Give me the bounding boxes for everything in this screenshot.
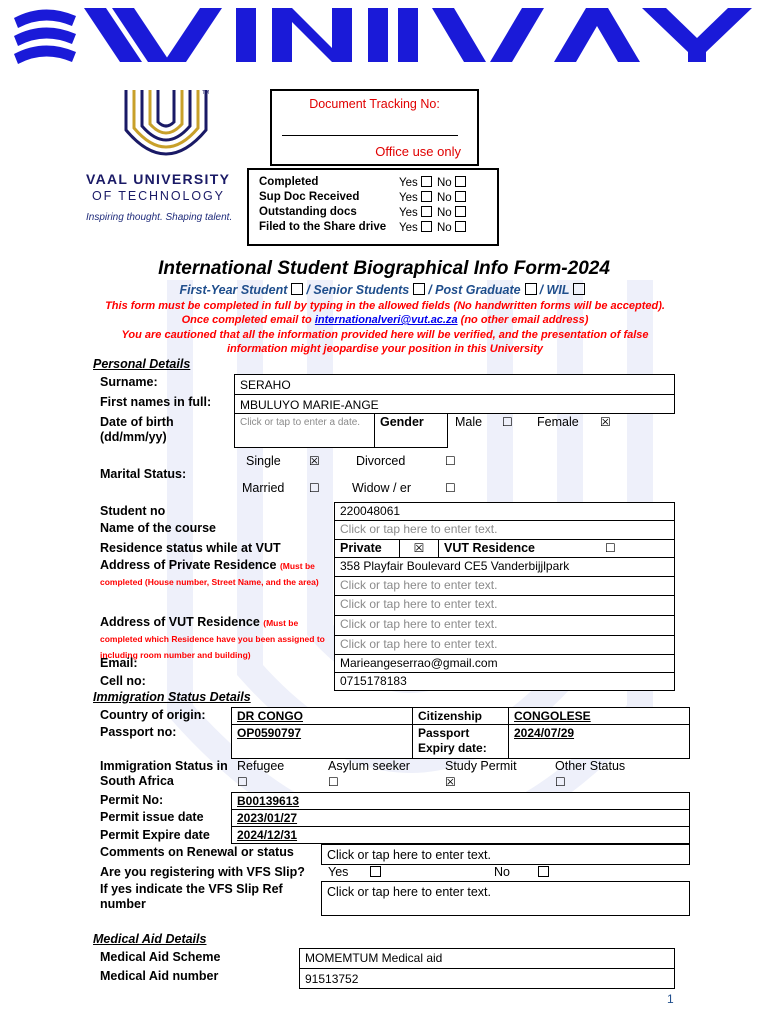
- category-senior: / Senior Students: [306, 283, 410, 297]
- gender-female-label: Female: [537, 415, 579, 429]
- vut-address-label: Address of VUT Residence (Must be completed which Residence have you been assigned to including room number and building): [100, 615, 325, 660]
- country-label: Country of origin:: [100, 708, 206, 722]
- vut-logo-icon: [118, 86, 214, 166]
- verification-email-link[interactable]: internationalveri@vut.ac.za: [314, 314, 458, 326]
- private-address-line1[interactable]: 358 Playfair Boulevard CE5 Vanderbijjlpark: [334, 557, 675, 577]
- category-postgrad: / Post Graduate: [428, 283, 521, 297]
- status-no-option[interactable]: No: [437, 206, 466, 219]
- university-name-line2: OF TECHNOLOGY: [92, 189, 225, 203]
- category-first-year: First-Year Student: [179, 283, 288, 297]
- surname-field[interactable]: SERAHO: [234, 374, 675, 395]
- permit-no-field[interactable]: B00139613: [231, 792, 690, 810]
- checkbox-icon[interactable]: [525, 283, 537, 295]
- passport-label: Passport no:: [100, 725, 177, 739]
- student-no-label: Student no: [100, 504, 166, 518]
- citizenship-field[interactable]: CONGOLESE: [508, 707, 690, 725]
- tracking-number-line[interactable]: [282, 135, 458, 136]
- first-names-label: First names in full:: [100, 395, 212, 409]
- course-label: Name of the course: [100, 521, 217, 535]
- passport-field[interactable]: OP0590797: [231, 724, 413, 759]
- comments-field[interactable]: Click or tap here to enter text.: [321, 844, 690, 865]
- vut-address-line1[interactable]: Click or tap here to enter text.: [334, 615, 675, 636]
- document-tracking-box: [270, 89, 479, 166]
- status-yes-option[interactable]: Yes: [399, 221, 432, 234]
- comments-label: Comments on Renewal or status: [100, 845, 294, 859]
- svg-text:TM: TM: [202, 90, 210, 96]
- student-category-row: [0, 283, 768, 297]
- status-label: Filed to the Share drive: [259, 221, 387, 233]
- passport-expiry-field[interactable]: 2024/07/29: [508, 724, 690, 759]
- tracking-title: Document Tracking No:: [309, 97, 440, 111]
- status-no-option[interactable]: No: [437, 176, 466, 189]
- vfs-yes-option[interactable]: Yes: [328, 865, 381, 879]
- surname-label: Surname:: [100, 375, 158, 389]
- status-study-label: Study Permit: [445, 759, 517, 773]
- marital-single-label: Single: [246, 454, 281, 468]
- status-refugee-label: Refugee: [237, 759, 285, 773]
- checkbox-icon: [421, 191, 432, 202]
- first-names-field[interactable]: MBULUYO MARIE-ANGE: [234, 394, 675, 414]
- status-yes-option[interactable]: Yes: [399, 206, 432, 219]
- checkbox-icon: [370, 866, 381, 877]
- status-refugee-checkbox[interactable]: ☐: [237, 775, 248, 789]
- status-yes-option[interactable]: Yes: [399, 191, 432, 204]
- office-use-label: Office use only: [375, 144, 461, 159]
- personal-details-heading: Personal Details: [93, 357, 191, 371]
- marital-divorced-checkbox[interactable]: ☐: [445, 454, 456, 468]
- marital-widow-checkbox[interactable]: ☐: [445, 481, 456, 495]
- vfs-no-option[interactable]: No: [494, 865, 549, 879]
- checkbox-icon: [455, 206, 466, 217]
- checkbox-icon: [421, 206, 432, 217]
- medical-heading: Medical Aid Details: [93, 932, 207, 946]
- status-label: Sup Doc Received: [259, 191, 360, 203]
- checkbox-icon: [421, 221, 432, 232]
- dob-field[interactable]: Click or tap to enter a date.: [234, 413, 375, 448]
- checkbox-icon: [455, 191, 466, 202]
- permit-no-label: Permit No:: [100, 793, 164, 807]
- gender-male-label: Male: [455, 415, 483, 429]
- residence-status-label: Residence status while at VUT: [100, 541, 281, 555]
- page-number: 1: [667, 992, 674, 1006]
- category-wil: / WIL: [539, 283, 570, 297]
- status-yes-option[interactable]: Yes: [399, 176, 432, 189]
- vfs-ref-field[interactable]: Click or tap here to enter text.: [321, 881, 690, 916]
- permit-issue-field[interactable]: 2023/01/27: [231, 809, 690, 827]
- course-field[interactable]: Click or tap here to enter text.: [334, 520, 675, 540]
- passport-expiry-label: Passport Expiry date:: [412, 724, 509, 759]
- marital-single-checkbox[interactable]: ☒: [309, 454, 320, 468]
- dob-label: Date of birth (dd/mm/yy): [100, 415, 174, 444]
- status-asylum-label: Asylum seeker: [328, 759, 410, 773]
- status-no-option[interactable]: No: [437, 191, 466, 204]
- vfs-question-label: Are you registering with VFS Slip?: [100, 865, 305, 879]
- residence-vut-label: VUT Residence: [444, 541, 536, 555]
- residence-private-label: Private: [334, 539, 400, 558]
- status-label: Outstanding docs: [259, 206, 357, 218]
- citizenship-label: Citizenship: [412, 707, 509, 725]
- checkbox-icon: [421, 176, 432, 187]
- medical-scheme-label: Medical Aid Scheme: [100, 950, 221, 964]
- vfs-ref-label: If yes indicate the VFS Slip Ref number: [100, 882, 283, 911]
- completion-notice: This form must be completed in full by typing in the allowed fields (No handwritten forms will be accepted). Once completed email to internationalveri@vut.ac.za (no other email address): [105, 300, 665, 326]
- vut-address-note: (Must be completed which Residence have you been assigned to including room number and building): [100, 618, 325, 660]
- status-no-option[interactable]: No: [437, 221, 466, 234]
- residence-vut-checkbox[interactable]: ☐: [605, 541, 616, 555]
- status-other-label: Other Status: [555, 759, 626, 773]
- status-study-checkbox[interactable]: ☒: [445, 775, 456, 789]
- marital-married-checkbox[interactable]: ☐: [309, 481, 320, 495]
- email-label: Email:: [100, 656, 138, 670]
- permit-expire-label: Permit Expire date: [100, 828, 210, 842]
- immigration-heading: Immigration Status Details: [93, 690, 251, 704]
- email-field[interactable]: Marieangeserrao@gmail.com: [334, 654, 675, 673]
- checkbox-icon: [455, 221, 466, 232]
- status-label: Completed: [259, 176, 319, 188]
- residence-vut-cell: [438, 539, 675, 558]
- form-title: International Student Biographical Info Form-2024: [158, 258, 610, 279]
- checkbox-icon: [455, 176, 466, 187]
- marital-divorced-label: Divorced: [356, 454, 406, 468]
- country-field[interactable]: DR CONGO: [231, 707, 413, 725]
- medical-number-field[interactable]: 91513752: [299, 968, 675, 989]
- private-address-label: Address of Private Residence (Must be completed (House number, Street Name, and the area): [100, 558, 319, 587]
- medical-number-label: Medical Aid number: [100, 969, 219, 983]
- status-asylum-checkbox[interactable]: ☐: [328, 775, 339, 789]
- immigration-status-label: Immigration Status in South Africa: [100, 759, 228, 788]
- private-address-note: (Must be completed (House number, Street Name, and the area): [100, 561, 319, 587]
- marital-status-label: Marital Status:: [100, 467, 187, 481]
- vut-address-line2[interactable]: Click or tap here to enter text.: [334, 635, 675, 655]
- caution-notice: You are cautioned that all the information provided here will be verified, and the presentation of false information might jeopardise your position in this University: [121, 329, 649, 355]
- residence-private-checkbox[interactable]: ☒: [399, 539, 439, 558]
- university-name-line1: VAAL UNIVERSITY: [86, 171, 231, 187]
- vut-banner-graphic: [14, 6, 752, 64]
- permit-expire-field[interactable]: 2024/12/31: [231, 826, 690, 844]
- gender-female-checkbox[interactable]: ☒: [600, 415, 611, 429]
- permit-issue-label: Permit issue date: [100, 810, 204, 824]
- cell-label: Cell no:: [100, 674, 146, 688]
- checkbox-icon: [538, 866, 549, 877]
- private-address-line3[interactable]: Click or tap here to enter text.: [334, 595, 675, 616]
- gender-male-checkbox[interactable]: ☐: [502, 415, 513, 429]
- cell-field[interactable]: 0715178183: [334, 672, 675, 691]
- university-tagline: Inspiring thought. Shaping talent.: [86, 212, 233, 223]
- private-address-line2[interactable]: Click or tap here to enter text.: [334, 576, 675, 596]
- gender-label: Gender: [374, 413, 448, 448]
- student-no-field[interactable]: 220048061: [334, 502, 675, 521]
- checkbox-icon[interactable]: [291, 283, 303, 295]
- checkbox-icon[interactable]: [413, 283, 425, 295]
- marital-married-label: Married: [242, 481, 285, 495]
- medical-scheme-field[interactable]: MOMEMTUM Medical aid: [299, 948, 675, 969]
- office-status-box: [247, 168, 499, 246]
- status-other-checkbox[interactable]: ☐: [555, 775, 566, 789]
- checkbox-icon[interactable]: [573, 283, 585, 295]
- marital-widow-label: Widow / er: [352, 481, 412, 495]
